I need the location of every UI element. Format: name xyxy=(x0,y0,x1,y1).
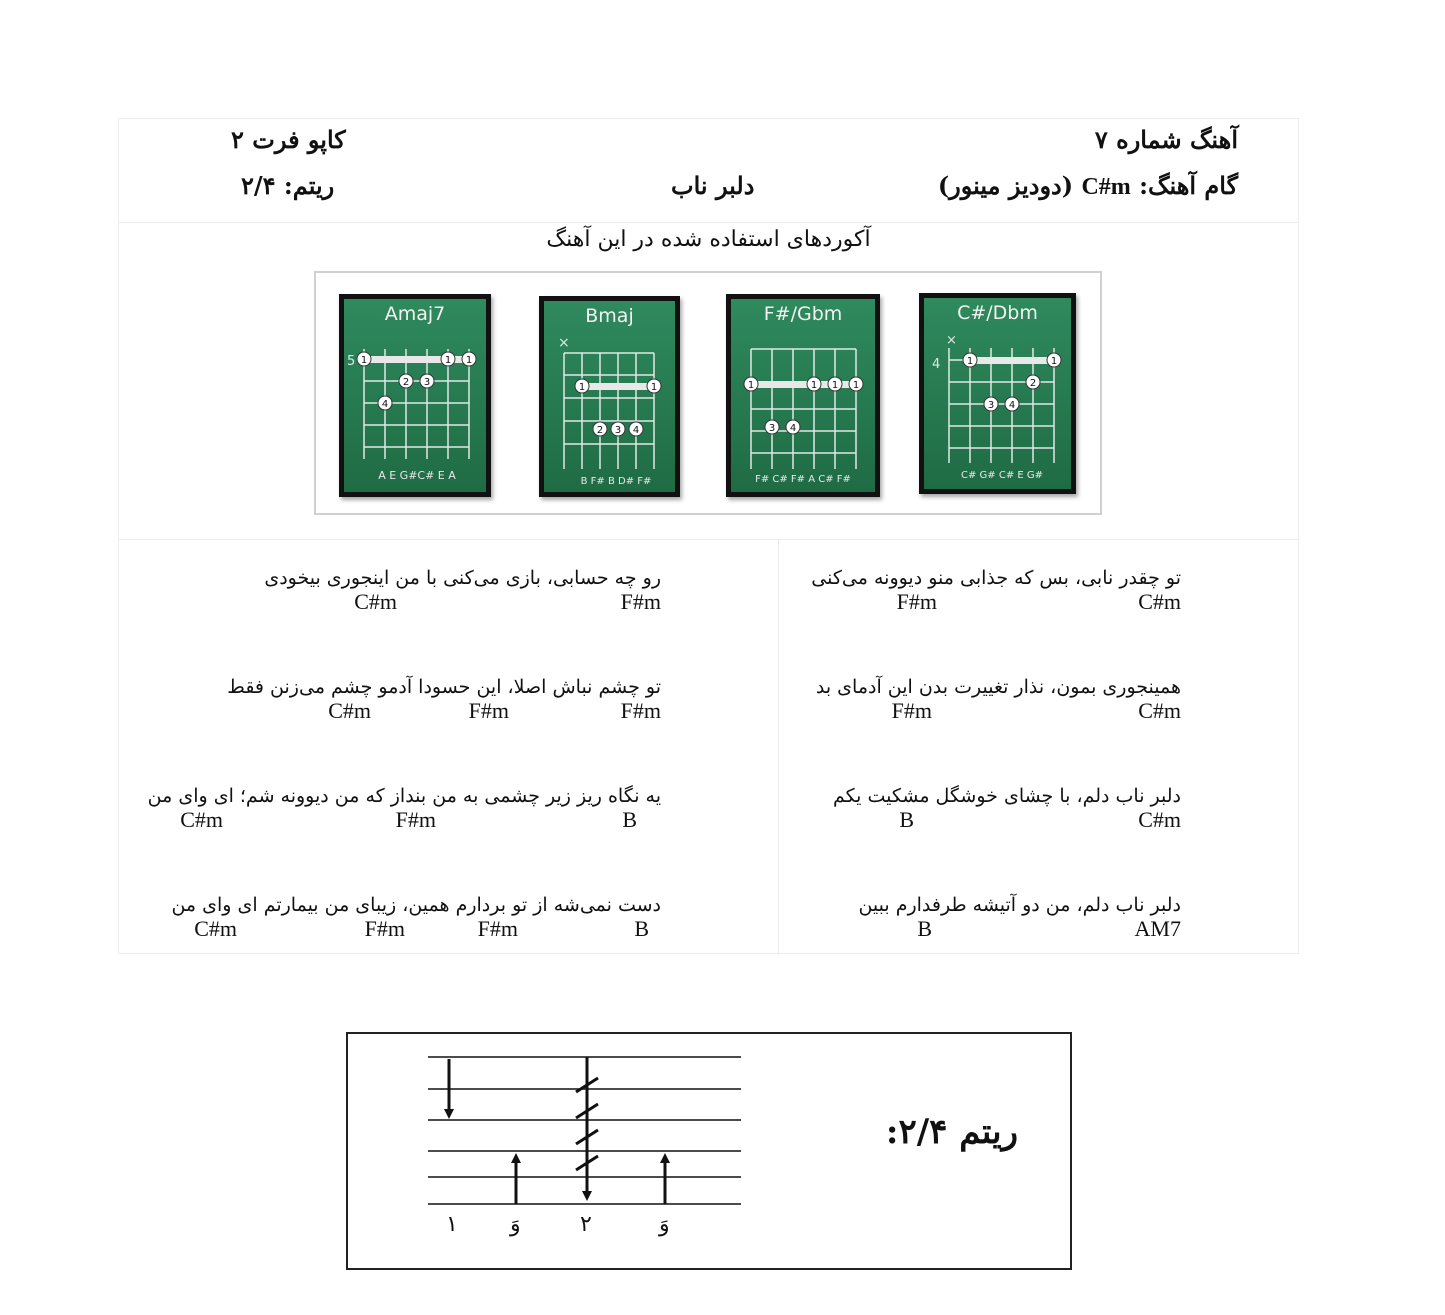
staff-lines xyxy=(428,1057,741,1204)
song-title: دلبر ناب xyxy=(671,171,755,200)
verse-left-2 xyxy=(161,676,661,724)
chord-label: C#m xyxy=(354,589,397,614)
chord-charts-box xyxy=(314,271,1102,515)
chord-label: C#m xyxy=(1138,698,1181,723)
chord-name: Amaj7 xyxy=(384,303,446,325)
lyric-line: همینجوری بمون، نذار تغییرت بدن این آدمای بد xyxy=(815,676,1181,698)
svg-text:4: 4 xyxy=(632,425,640,436)
svg-text:1: 1 xyxy=(360,355,368,366)
chord-chart-csharp-minor xyxy=(919,293,1076,494)
string-names: F# C# F# A C# F# xyxy=(755,474,851,485)
chord-label: C#m xyxy=(180,807,223,832)
chord-label: F#m xyxy=(620,698,661,723)
chord-label: C#m xyxy=(1138,589,1181,614)
svg-text:4: 4 xyxy=(789,423,797,434)
fretboard-amaj7 xyxy=(344,299,486,492)
rhythm-box xyxy=(346,1032,1072,1270)
svg-text:1: 1 xyxy=(1050,356,1058,367)
svg-text:1: 1 xyxy=(852,380,860,391)
svg-text:2: 2 xyxy=(596,425,604,436)
svg-text:1: 1 xyxy=(650,382,658,393)
chord-chart-fsharp-minor xyxy=(726,294,880,497)
muted-string-mark: × xyxy=(558,335,570,351)
svg-text:3: 3 xyxy=(768,423,776,434)
svg-text:1: 1 xyxy=(578,382,586,393)
muted-string-mark: × xyxy=(946,333,957,348)
lyric-line: یه نگاه ریز زیر چشمی به من بنداز که من دیوونه شم؛ ای وای من xyxy=(147,785,661,807)
string-names: A E G#C# E A xyxy=(378,469,456,482)
verse-right-3 xyxy=(681,785,1181,833)
chord-label: B xyxy=(634,916,649,941)
svg-text:3: 3 xyxy=(423,377,431,388)
svg-text:2: 2 xyxy=(1029,378,1037,389)
verse-right-1 xyxy=(681,567,1181,615)
svg-text:1: 1 xyxy=(444,355,452,366)
chord-name: C#/Dbm xyxy=(957,302,1038,324)
lyric-line: رو چه حسابی، بازی می‌کنی با من اینجوری بیخودی xyxy=(264,567,661,589)
verse-right-2 xyxy=(681,676,1181,724)
beat-label: ۱ xyxy=(446,1212,458,1237)
svg-text:4: 4 xyxy=(1008,400,1016,411)
chord-name: F#/Gbm xyxy=(763,303,843,325)
chord-label: F#m xyxy=(620,589,661,614)
divider xyxy=(119,539,1298,540)
chord-label: F#m xyxy=(364,916,405,941)
chord-label: B xyxy=(917,916,932,941)
svg-text:2: 2 xyxy=(402,377,410,388)
svg-text:1: 1 xyxy=(966,356,974,367)
chord-name: Bmaj xyxy=(585,305,634,327)
lyric-line: دلبر ناب دلم، با چشای خوشگل مشکیت یکم xyxy=(833,785,1181,807)
chord-label: F#m xyxy=(896,589,937,614)
lyric-line: تو چشم نباش اصلا، این حسودا آدمو چشم می‌زنن فقط xyxy=(227,676,661,698)
chord-label: B xyxy=(899,807,914,832)
svg-text:3: 3 xyxy=(614,425,622,436)
song-sheet xyxy=(118,118,1299,954)
svg-text:3: 3 xyxy=(987,400,995,411)
lyric-line: دلبر ناب دلم، من دو آتیشه طرفدارم ببین xyxy=(858,894,1181,916)
chord-label: AM7 xyxy=(1134,916,1181,941)
svg-text:1: 1 xyxy=(831,380,839,391)
chord-label: F#m xyxy=(468,698,509,723)
fretboard-bmaj xyxy=(544,301,675,492)
svg-text:1: 1 xyxy=(747,380,755,391)
verse-right-4 xyxy=(681,894,1181,942)
string-names: B F# B D# F# xyxy=(580,476,652,487)
string-names: C# G# C# E G# xyxy=(960,470,1044,481)
chord-chart-bmaj xyxy=(539,296,680,497)
chord-label: F#m xyxy=(395,807,436,832)
chords-title: آکوردهای استفاده شده در این آهنگ xyxy=(546,227,871,252)
fret-marker: 4 xyxy=(932,357,941,372)
key-label: گام آهنگ: xyxy=(1130,171,1238,200)
key-note: (دودیز مینور) xyxy=(937,171,1082,200)
beat-label: وَ xyxy=(510,1212,521,1237)
chord-label: C#m xyxy=(1138,807,1181,832)
chord-chart-amaj7 xyxy=(339,294,491,497)
fretboard-fsharp-minor xyxy=(731,299,875,492)
verse-left-3 xyxy=(147,785,661,833)
chord-label: C#m xyxy=(194,916,237,941)
verse-left-4 xyxy=(161,894,661,942)
chord-label: B xyxy=(622,807,637,832)
svg-text:4: 4 xyxy=(381,399,389,410)
rhythm-label: ریتم: ۲/۴ xyxy=(241,171,335,200)
svg-text:1: 1 xyxy=(810,380,818,391)
chord-label: C#m xyxy=(328,698,371,723)
lyric-line: تو چقدر نابی، بس که جذابی منو دیوونه می‌کنی xyxy=(811,567,1181,589)
chord-label: F#m xyxy=(891,698,932,723)
fret-marker: 5 xyxy=(347,354,356,369)
svg-text:1: 1 xyxy=(465,355,473,366)
lyric-line: دست نمی‌شه از تو بردارم همین، زیبای من بیمارتم ای وای من xyxy=(171,894,661,916)
divider xyxy=(119,222,1298,223)
song-number: آهنگ شماره ۷ xyxy=(1094,125,1238,154)
key-line xyxy=(938,171,1238,201)
key-chord: C#m xyxy=(1081,174,1131,200)
chord-label: F#m xyxy=(477,916,518,941)
rhythm-title: ریتم ۲/۴: xyxy=(885,1112,1018,1152)
fretboard-csharp-minor xyxy=(924,298,1071,489)
beat-label: ۲ xyxy=(580,1212,592,1237)
beat-label: وَ xyxy=(659,1212,670,1237)
verse-left-1 xyxy=(161,567,661,615)
capo-label: کاپو فرت ۲ xyxy=(231,125,346,154)
